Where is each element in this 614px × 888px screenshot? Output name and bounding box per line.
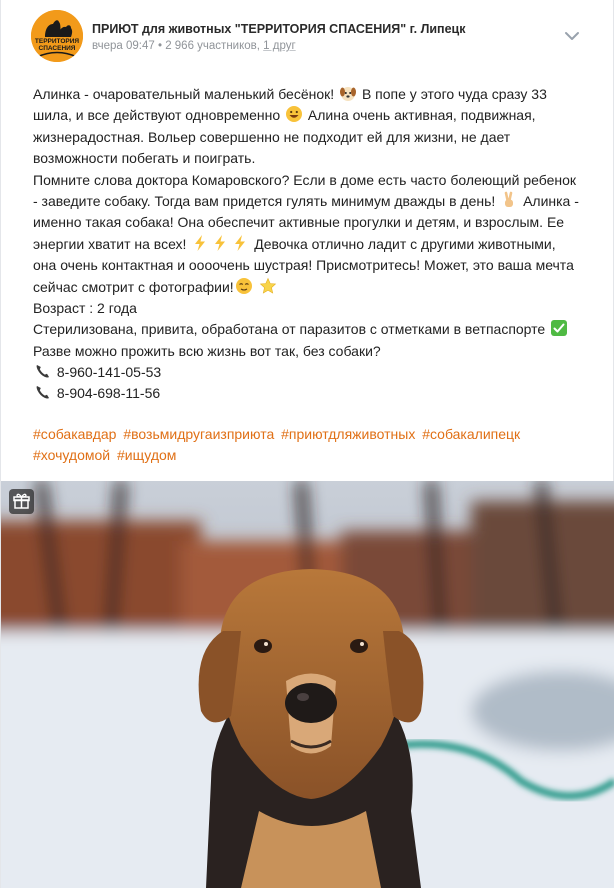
text-line: Разве можно прожить всю жизнь вот так, без собаки? [33,342,381,359]
grinning-face-icon [285,105,303,123]
text-line: жизнерадостная. Вольер совершенно не подходит ей для жизни, не дает [33,128,511,145]
text-line: шила, и все действуют одновременно Алина очень активная, подвижная, [33,107,536,124]
community-avatar[interactable] [31,10,83,62]
phone-icon [34,383,52,401]
phone-number[interactable]: 8-904-698-11-56 [56,385,161,402]
hashtag-link[interactable]: #ищудом [117,447,177,464]
lightning-icon [191,234,209,252]
community-name[interactable]: ПРИЮТ для животных "ТЕРРИТОРИЯ СПАСЕНИЯ" г. Липецк [92,22,466,36]
text-line: она очень контактная и оооочень шустрая! Присмотритесь! Может, это ваша мечта [33,257,574,274]
text-line: энергии хватит на всех! Девочка отлично ладит с другими животными, [33,235,556,252]
gift-button[interactable] [9,489,34,514]
friends-link[interactable]: 1 друг [263,40,296,52]
relieved-face-icon [235,277,253,295]
hashtag-line [33,445,593,466]
phone-number[interactable]: 8-960-141-05-53 [56,364,162,381]
star-icon [259,277,277,295]
text-line: Помните слова доктора Комаровского? Если в доме есть часто болеющий ребенок [33,171,577,188]
avatar-logo-icon [31,10,83,62]
text-line: Стерилизована, привита, обработана от паразитов с отметками в ветпаспорте [33,319,593,340]
hashtag-link[interactable]: #собакавдар [33,426,117,442]
hashtag-link[interactable]: #приютдляживотных [281,426,416,442]
post-text [33,84,593,405]
post-time[interactable]: вчера 09:47 [92,40,155,52]
text-line: именно такая собака! Она обеспечит активные прогулки и детям, и взрослым. Ее [33,214,565,231]
post-meta [92,40,296,52]
hashtags [33,424,593,467]
lightning-icon [231,234,249,252]
phone-icon [34,362,52,380]
dog-photo [1,481,614,888]
victory-hand-icon [500,191,518,209]
text-line: возможности побегать и поиграть. [33,150,256,167]
check-mark-icon [550,319,568,337]
hashtag-link[interactable]: #хочудомой [33,447,111,464]
post-photo[interactable] [1,481,614,888]
text-line: - заведите собаку. Тогда вам придется гулять минимум дважды в день! Алинка - [33,192,579,209]
post-header [31,10,591,66]
hashtag-link[interactable]: #собакалипецк [422,426,521,442]
text-line: Алинка - очаровательный маленький бесёнок! В попе у этого чуда сразу 33 [33,86,547,102]
hashtag-line [33,424,593,445]
text-line: Возраст : 2 года [33,299,137,316]
lightning-icon [211,234,229,252]
meta-separator: • [157,40,162,52]
avatar-caption: ТЕРРИТОРИЯ СПАСЕНИЯ [34,38,80,52]
participants-count: 2 966 участников, [165,40,260,52]
text-line: сейчас смотрит с фотографии! [33,277,593,298]
phone-line [33,362,593,383]
phone-line [33,383,593,404]
chevron-down-icon[interactable] [563,30,581,42]
gift-icon [9,489,34,514]
hashtag-link[interactable]: #возьмидругаизприюта [123,426,275,442]
puppy-face-icon [339,84,357,102]
